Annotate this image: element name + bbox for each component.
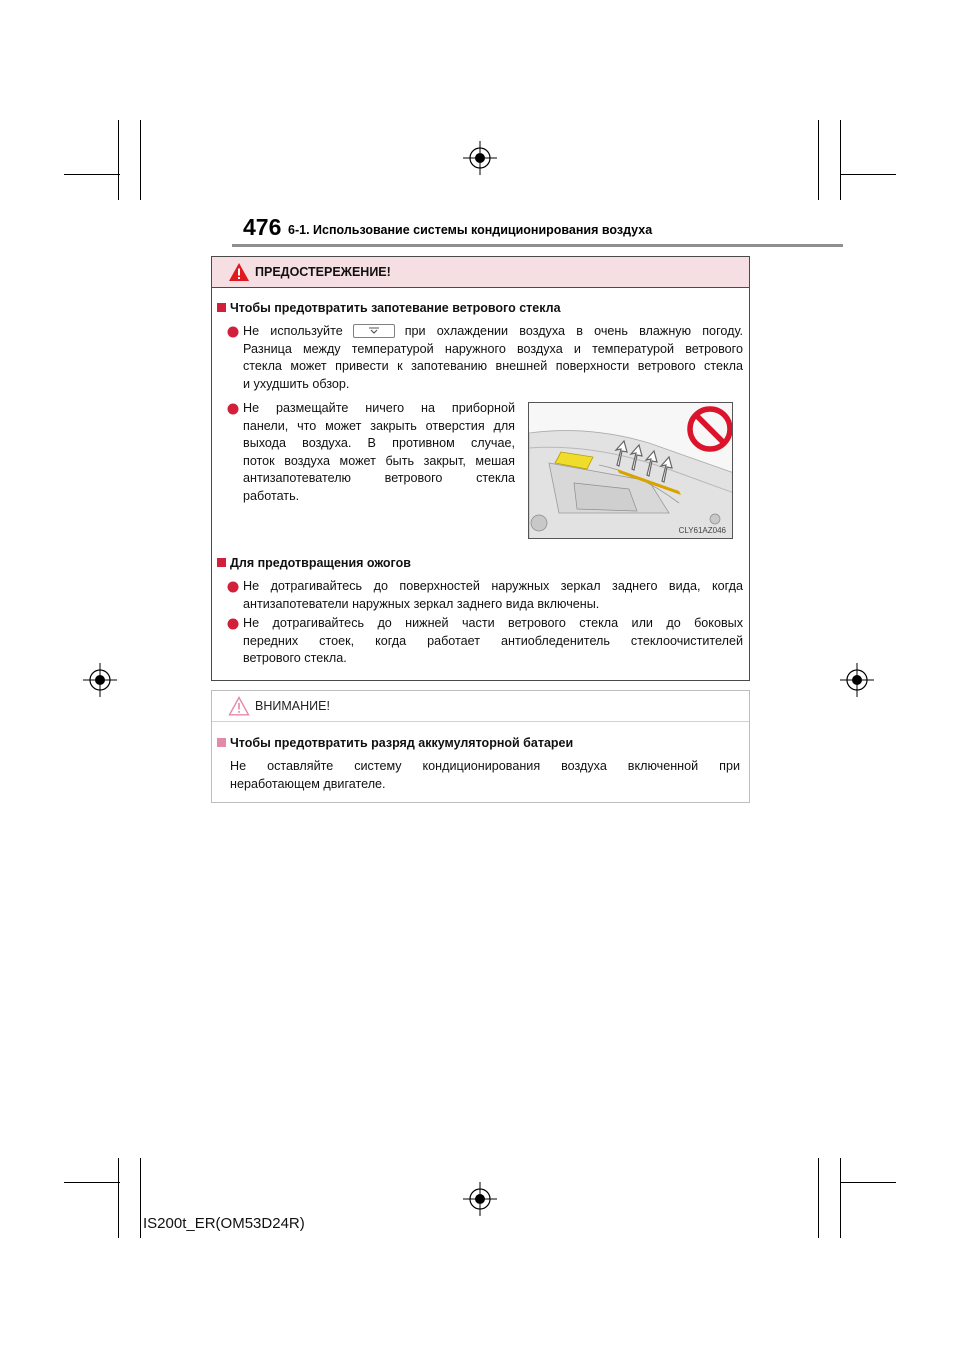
section-heading: Чтобы предотвратить запотевание ветрового стекла [217, 301, 561, 315]
circle-bullet-icon [226, 580, 240, 594]
circle-bullet-icon [226, 402, 240, 416]
page-number: 476 [243, 214, 282, 240]
registration-mark-icon [463, 141, 497, 175]
registration-mark-icon [840, 663, 874, 697]
dashboard-drawing [529, 403, 733, 539]
bullet-text: Не дотрагивайтесь до нижней части ветрового стекла или до боковых передних стоек, когда работает антиобледенитель стеклоочистителей ветрового стекла. [243, 616, 743, 665]
square-bullet-icon [217, 303, 226, 312]
windshield-defogger-button-icon [353, 324, 395, 338]
bullet-text: Не дотрагивайтесь до поверхностей наружных зеркал заднего вида, когда антизапотеватели наружных зеркал заднего вида включены. [243, 579, 743, 611]
warning-triangle-icon [228, 262, 250, 282]
dashboard-illustration [528, 402, 733, 539]
model-code: IS200t_ER(OM53D24R) [143, 1215, 305, 1232]
square-bullet-icon [217, 558, 226, 567]
notice-title: ВНИМАНИЕ! [255, 699, 330, 713]
notice-header [212, 691, 749, 722]
section-heading: Для предотвращения ожогов [217, 556, 411, 570]
circle-bullet-icon [226, 617, 240, 631]
page-header-title: 6-1. Использование системы кондиционирования воздуха [288, 223, 653, 237]
bullet-text: Не используйте при охлаждении воздуха в очень влажную погоду. Разница между температурой наружного воздуха и температурой ветрового стекла может привести к запотеванию внешней поверхности ветрового стекла и ухудшить обзор. [243, 324, 743, 391]
bullet-text: Не размещайте ничего на приборной панели, что может закрыть отверстия для выхода воздуха. В противном случае, поток воздуха может быть закрыт, мешая антизапотевателю ветрового стекла работать. [243, 401, 515, 503]
notice-text: Не оставляйте систему кондиционирования воздуха включенной при неработающем двигателе. [230, 759, 740, 791]
registration-mark-icon [463, 1182, 497, 1216]
warning-outline-icon [228, 696, 250, 716]
figure-code: CLY61AZ046 [678, 526, 726, 535]
caution-header [212, 257, 749, 288]
header-rule [232, 244, 843, 247]
section-heading: Чтобы предотвратить разряд аккумуляторной батареи [217, 736, 573, 750]
circle-bullet-icon [226, 325, 240, 339]
registration-mark-icon [83, 663, 117, 697]
caution-title: ПРЕДОСТЕРЕЖЕНИЕ! [255, 265, 391, 279]
square-bullet-icon [217, 738, 226, 747]
